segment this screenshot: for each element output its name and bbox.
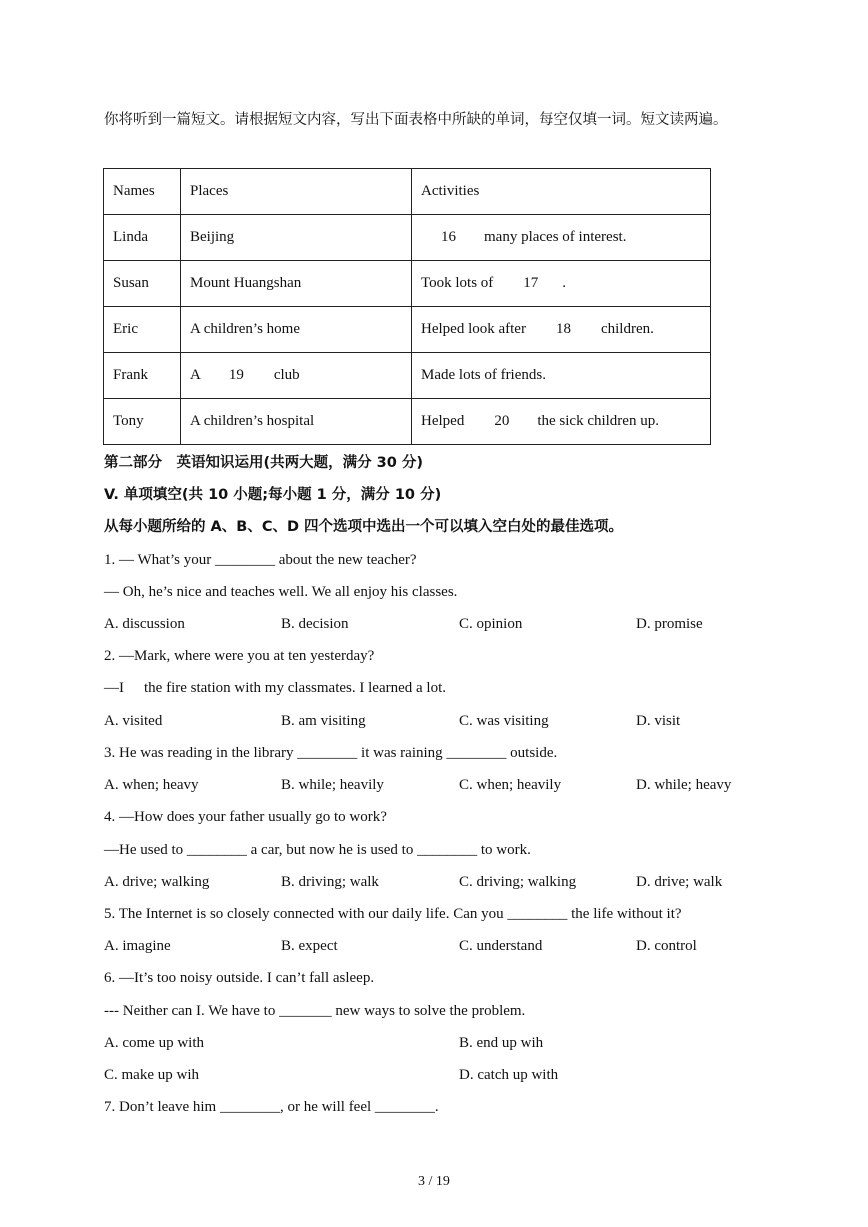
q2-option-b: B. am visiting — [281, 713, 366, 729]
q4-option-a: A. drive; walking — [104, 874, 210, 890]
row-name: Frank — [104, 353, 181, 399]
reply-text: —I — [104, 680, 124, 696]
q2-option-a: A. visited — [104, 713, 163, 729]
blank-number: 17 — [523, 275, 539, 291]
table-header-row — [104, 169, 711, 215]
activity-text: many places of interest. — [484, 229, 627, 245]
q4-option-c: C. driving; walking — [459, 874, 577, 890]
row-place — [181, 353, 412, 399]
q1-option-c: C. opinion — [459, 616, 523, 632]
row-name: Susan — [104, 261, 181, 307]
blank-number: 19 — [228, 367, 244, 383]
part2-heading: 第二部分 英语知识运用(共两大题，满分 30 分) — [104, 455, 424, 471]
activity-text: Helped look after — [421, 321, 526, 337]
row-name: Tony — [104, 399, 181, 445]
activity-text: Helped — [421, 413, 465, 429]
q4-option-b: B. driving; walk — [281, 874, 379, 890]
row-activity — [412, 307, 711, 353]
question-2-reply — [104, 679, 446, 697]
row-activity — [412, 215, 711, 261]
row-place: A children’s home — [181, 307, 412, 353]
question-4-reply: —He used to ________ a car, but now he is used to ________ to work. — [104, 842, 531, 858]
q6-option-c: C. make up wih — [104, 1067, 199, 1083]
question-6-reply: --- Neither can I. We have to _______ new ways to solve the problem. — [104, 1003, 526, 1019]
row-place: A children’s hospital — [181, 399, 412, 445]
reply-text: the fire station with my classmates. I learned a lot. — [144, 680, 446, 696]
question-2-stem: 2. —Mark, where were you at ten yesterday? — [104, 648, 375, 664]
question-6-stem: 6. —It’s too noisy outside. I can’t fall asleep. — [104, 970, 375, 986]
question-3-stem: 3. He was reading in the library ________ it was raining ________ outside. — [104, 745, 558, 761]
q6-option-a: A. come up with — [104, 1035, 204, 1051]
row-activity: Made lots of friends. — [412, 353, 711, 399]
place-text: A — [190, 367, 201, 383]
table-row — [104, 353, 711, 399]
table-row — [104, 215, 711, 261]
question-1-stem: 1. — What’s your ________ about the new teacher? — [104, 552, 417, 568]
activity-text: the sick children up. — [537, 413, 659, 429]
listening-table — [103, 168, 711, 445]
question-7-stem: 7. Don’t leave him ________, or he will feel ________. — [104, 1099, 439, 1115]
listening-instruction: 你将听到一篇短文。请根据短文内容，写出下面表格中所缺的单词，每空仅填一词。短文读两遍。 — [104, 112, 728, 128]
q3-option-a: A. when; heavy — [104, 777, 199, 793]
question-1-reply: — Oh, he’s nice and teaches well. We all enjoy his classes. — [104, 584, 458, 600]
blank-number: 18 — [555, 321, 571, 337]
q6-option-b: B. end up wih — [459, 1035, 544, 1051]
q2-option-c: C. was visiting — [459, 713, 549, 729]
activity-text: Took lots of — [421, 275, 494, 291]
row-activity — [412, 399, 711, 445]
q5-option-c: C. understand — [459, 938, 543, 954]
table-row — [104, 399, 711, 445]
place-text: club — [273, 367, 300, 383]
q3-option-b: B. while; heavily — [281, 777, 384, 793]
q2-option-d: D. visit — [636, 713, 681, 729]
table-row — [104, 261, 711, 307]
q1-option-a: A. discussion — [104, 616, 185, 632]
q5-option-b: B. expect — [281, 938, 338, 954]
header-places: Places — [181, 169, 412, 215]
blank-number: 16 — [441, 229, 456, 245]
row-name: Linda — [104, 215, 181, 261]
row-place: Beijing — [181, 215, 412, 261]
row-place: Mount Huangshan — [181, 261, 412, 307]
page-number: 3 / 19 — [418, 1174, 450, 1189]
section5-heading: V. 单项填空(共 10 小题;每小题 1 分，满分 10 分) — [104, 487, 442, 503]
header-names: Names — [104, 169, 181, 215]
activity-text: children. — [600, 321, 654, 337]
q1-option-d: D. promise — [636, 616, 703, 632]
table-row — [104, 307, 711, 353]
q1-option-b: B. decision — [281, 616, 349, 632]
blank-number: 20 — [494, 413, 510, 429]
question-5-stem: 5. The Internet is so closely connected with our daily life. Can you ________ the life without it? — [104, 906, 682, 922]
q5-option-a: A. imagine — [104, 938, 171, 954]
q5-option-d: D. control — [636, 938, 697, 954]
question-4-stem: 4. —How does your father usually go to work? — [104, 809, 387, 825]
section5-instruction: 从每小题所给的 A、B、C、D 四个选项中选出一个可以填入空白处的最佳选项。 — [104, 519, 624, 535]
row-name: Eric — [104, 307, 181, 353]
q3-option-c: C. when; heavily — [459, 777, 562, 793]
q6-option-d: D. catch up with — [459, 1067, 559, 1083]
header-activities: Activities — [412, 169, 711, 215]
row-activity — [412, 261, 711, 307]
q4-option-d: D. drive; walk — [636, 874, 723, 890]
q3-option-d: D. while; heavy — [636, 777, 732, 793]
activity-text: . — [562, 275, 567, 291]
